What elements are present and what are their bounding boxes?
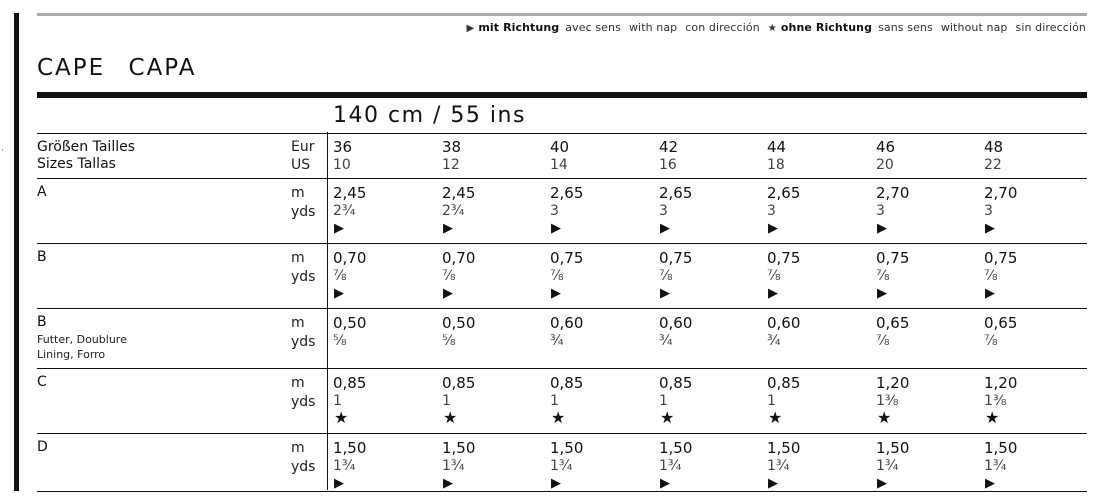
- eur-size: 48: [984, 138, 1004, 156]
- fabric-width-heading: 140 cm / 55 ins: [333, 103, 526, 128]
- yards-value: ⅞: [333, 268, 347, 284]
- meters-value: 2,65: [767, 184, 801, 202]
- margin-mark: ·: [1, 146, 4, 156]
- view-label: [37, 439, 48, 456]
- yards-value: 1: [550, 393, 559, 409]
- yards-value: 2¾: [333, 203, 356, 219]
- meters-value: 1,20: [876, 374, 910, 392]
- yards-value: 1¾: [984, 458, 1007, 474]
- meters-value: 0,65: [876, 314, 910, 332]
- meters-value: 1,50: [984, 439, 1018, 457]
- us-size: 20: [876, 157, 894, 173]
- eur-label: Eur: [291, 139, 315, 155]
- yards-value: ⅞: [442, 268, 456, 284]
- with-nap-arrow-icon: ▶: [660, 286, 670, 301]
- without-nap-star-icon: ★: [334, 408, 349, 427]
- size-label-line: Sizes Tallas: [37, 156, 116, 172]
- nap-legend: [467, 21, 1086, 34]
- yards-value: 1¾: [333, 458, 356, 474]
- size-cell: [442, 134, 542, 178]
- unit-yards: yds: [291, 269, 316, 285]
- without-nap-star-icon: ★: [985, 408, 1000, 427]
- with-nap-arrow-icon: ▶: [443, 286, 453, 301]
- title-rule: [37, 92, 1087, 98]
- yards-value: 3: [767, 203, 776, 219]
- unit-meters: m: [291, 315, 305, 331]
- meters-value: 1,50: [442, 439, 476, 457]
- meters-value: 2,70: [876, 184, 910, 202]
- with-nap-arrow-icon: ▶: [877, 476, 887, 491]
- yards-value: 1¾: [550, 458, 573, 474]
- without-nap-star-icon: ★: [877, 408, 892, 427]
- unit-yards: yds: [291, 334, 316, 350]
- unit-meters: m: [291, 185, 305, 201]
- meters-value: 0,85: [442, 374, 476, 392]
- with-nap-label: mit Richtung: [478, 21, 560, 34]
- yards-value: 1: [442, 393, 451, 409]
- eur-size: 38: [442, 138, 462, 156]
- yards-value: 3: [550, 203, 559, 219]
- us-size: 14: [550, 157, 568, 173]
- size-label-line: Größen Tailles: [37, 139, 136, 155]
- meters-value: 0,75: [550, 249, 584, 267]
- view-row: [37, 308, 1087, 368]
- unit-meters: m: [291, 440, 305, 456]
- with-nap-arrow-icon: ▶: [551, 286, 561, 301]
- unit-meters: m: [291, 250, 305, 266]
- with-nap-arrow-icon: ▶: [985, 221, 995, 236]
- us-size: 12: [442, 157, 460, 173]
- without-nap-star-icon: ★: [768, 408, 783, 427]
- with-nap-translation: con dirección: [685, 21, 760, 34]
- yards-value: ⅝: [333, 333, 347, 349]
- with-nap-arrow-icon: ▶: [466, 23, 475, 34]
- view-letter: A: [37, 184, 47, 200]
- meters-value: 1,50: [659, 439, 693, 457]
- meters-value: 0,70: [442, 249, 476, 267]
- meters-value: 0,85: [767, 374, 801, 392]
- without-nap-translation: sans sens: [878, 21, 933, 34]
- with-nap-arrow-icon: ▶: [985, 476, 995, 491]
- page-title: CAPE CAPA: [37, 55, 197, 81]
- meters-value: 0,50: [333, 314, 367, 332]
- view-sublabel: Lining, Forro: [37, 348, 106, 361]
- meters-value: 2,45: [333, 184, 367, 202]
- unit-yards: yds: [291, 394, 316, 410]
- yards-value: 1: [767, 393, 776, 409]
- meters-value: 1,50: [767, 439, 801, 457]
- yardage-table: [37, 133, 1087, 492]
- meters-value: 0,70: [333, 249, 367, 267]
- yards-value: ⅞: [876, 333, 890, 349]
- meters-value: 0,75: [659, 249, 693, 267]
- meters-value: 0,65: [984, 314, 1018, 332]
- meters-value: 2,70: [984, 184, 1018, 202]
- with-nap-arrow-icon: ▶: [768, 476, 778, 491]
- yards-value: 1⅜: [984, 393, 1007, 409]
- with-nap-arrow-icon: ▶: [443, 221, 453, 236]
- with-nap-arrow-icon: ▶: [334, 476, 344, 491]
- eur-size: 44: [767, 138, 787, 156]
- meters-value: 2,65: [550, 184, 584, 202]
- view-label: [37, 249, 47, 266]
- with-nap-arrow-icon: ▶: [443, 476, 453, 491]
- meters-value: 1,50: [333, 439, 367, 457]
- with-nap-arrow-icon: ▶: [551, 221, 561, 236]
- size-cell: [767, 134, 867, 178]
- meters-value: 0,75: [984, 249, 1018, 267]
- unit-yards: yds: [291, 459, 316, 475]
- yards-value: ⅝: [442, 333, 456, 349]
- view-letter: B: [37, 314, 47, 330]
- view-label: [37, 314, 127, 362]
- with-nap-arrow-icon: ▶: [334, 221, 344, 236]
- view-label: [37, 374, 47, 391]
- meters-value: 1,20: [984, 374, 1018, 392]
- without-nap-star-icon: ★: [660, 408, 675, 427]
- yards-value: 1¾: [442, 458, 465, 474]
- without-nap-star-icon: ★: [443, 408, 458, 427]
- unit-yards: yds: [291, 204, 316, 220]
- view-letter: C: [37, 374, 47, 390]
- yards-value: 3: [659, 203, 668, 219]
- size-cell: [984, 134, 1084, 178]
- without-nap-label: ohne Richtung: [780, 21, 873, 34]
- with-nap-arrow-icon: ▶: [551, 476, 561, 491]
- with-nap-arrow-icon: ▶: [334, 286, 344, 301]
- us-size: 16: [659, 157, 677, 173]
- us-size: 10: [333, 157, 351, 173]
- view-letter: B: [37, 249, 47, 265]
- eur-size: 42: [659, 138, 679, 156]
- us-size: 22: [984, 157, 1002, 173]
- meters-value: 0,75: [876, 249, 910, 267]
- us-size: 18: [767, 157, 785, 173]
- size-cell: [876, 134, 976, 178]
- yards-value: 1: [659, 393, 668, 409]
- without-nap-star-icon: ★: [767, 23, 777, 34]
- left-margin-bar: [14, 13, 19, 491]
- yards-value: 1¾: [659, 458, 682, 474]
- yards-value: ⅞: [876, 268, 890, 284]
- eur-size: 36: [333, 138, 353, 156]
- with-nap-arrow-icon: ▶: [985, 286, 995, 301]
- view-sublabel: Futter, Doublure: [37, 333, 127, 346]
- without-nap-translation: sin dirección: [1015, 21, 1086, 34]
- yards-value: 1⅜: [876, 393, 899, 409]
- eur-size: 46: [876, 138, 896, 156]
- meters-value: 0,60: [550, 314, 584, 332]
- meters-value: 2,45: [442, 184, 476, 202]
- size-label: [37, 139, 135, 173]
- size-cell: [659, 134, 759, 178]
- yards-value: ⅞: [550, 268, 564, 284]
- with-nap-arrow-icon: ▶: [768, 221, 778, 236]
- meters-value: 0,85: [659, 374, 693, 392]
- view-row: [37, 178, 1087, 243]
- yards-value: ⅞: [767, 268, 781, 284]
- yards-value: 1: [333, 393, 342, 409]
- yards-value: ⅞: [984, 333, 998, 349]
- meters-value: 2,65: [659, 184, 693, 202]
- with-nap-arrow-icon: ▶: [877, 286, 887, 301]
- yards-value: 3: [876, 203, 885, 219]
- with-nap-arrow-icon: ▶: [660, 476, 670, 491]
- with-nap-translation: with nap: [628, 21, 678, 34]
- with-nap-translation: avec sens: [565, 21, 621, 34]
- view-label: [37, 184, 47, 201]
- unit-meters: m: [291, 375, 305, 391]
- meters-value: 0,85: [333, 374, 367, 392]
- yards-value: 3: [984, 203, 993, 219]
- meters-value: 0,60: [767, 314, 801, 332]
- size-cell: [550, 134, 650, 178]
- meters-value: 1,50: [550, 439, 584, 457]
- view-letter: D: [37, 439, 48, 455]
- without-nap-translation: without nap: [940, 21, 1008, 34]
- with-nap-arrow-icon: ▶: [660, 221, 670, 236]
- us-label: US: [291, 157, 311, 173]
- meters-value: 0,75: [767, 249, 801, 267]
- meters-value: 0,50: [442, 314, 476, 332]
- meters-value: 0,85: [550, 374, 584, 392]
- view-row: [37, 368, 1087, 433]
- eur-size: 40: [550, 138, 570, 156]
- size-header-row: [37, 133, 1087, 178]
- without-nap-star-icon: ★: [551, 408, 566, 427]
- yards-value: ¾: [659, 333, 673, 349]
- view-row: [37, 433, 1087, 492]
- meters-value: 1,50: [876, 439, 910, 457]
- yards-value: ⅞: [659, 268, 673, 284]
- meters-value: 0,60: [659, 314, 693, 332]
- with-nap-arrow-icon: ▶: [768, 286, 778, 301]
- view-row: [37, 243, 1087, 308]
- yards-value: ⅞: [984, 268, 998, 284]
- top-rule: [37, 13, 1087, 16]
- with-nap-arrow-icon: ▶: [877, 221, 887, 236]
- size-cell: [333, 134, 433, 178]
- yards-value: ¾: [767, 333, 781, 349]
- yards-value: 2¾: [442, 203, 465, 219]
- yards-value: 1¾: [767, 458, 790, 474]
- yards-value: 1¾: [876, 458, 899, 474]
- yards-value: ¾: [550, 333, 564, 349]
